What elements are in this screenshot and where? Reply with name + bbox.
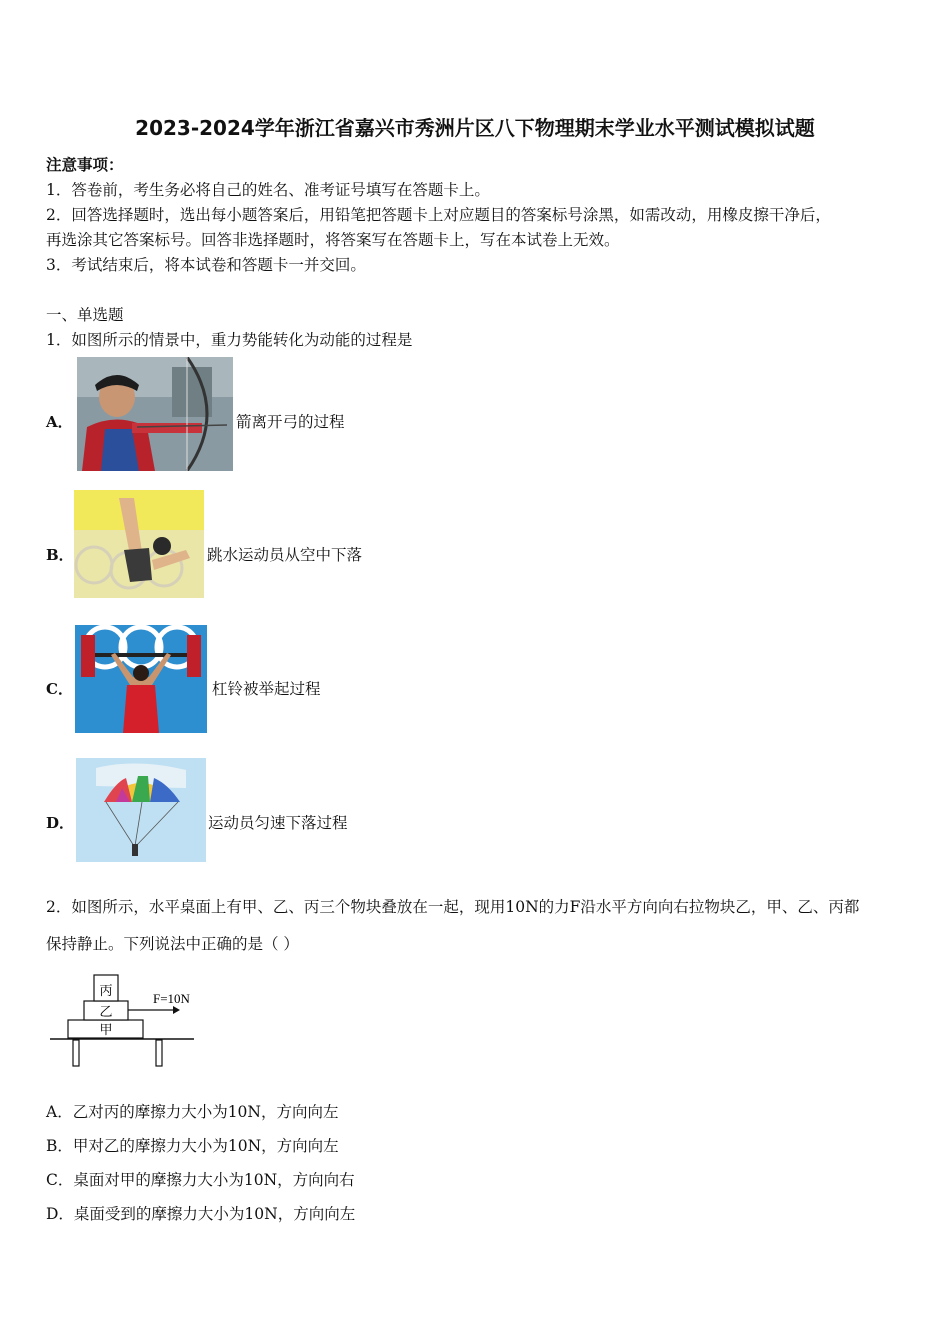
q1-option-a-text: 箭离开弓的过程 bbox=[236, 413, 345, 431]
q1-stem: 1．如图所示的情景中，重力势能转化为动能的过程是 bbox=[46, 331, 413, 349]
q2-stem-line1: 2．如图所示，水平桌面上有甲、乙、丙三个物块叠放在一起，现用10N的力F沿水平方向向右拉物块乙，甲、乙、丙都 bbox=[46, 898, 860, 916]
block-bing-label: 丙 bbox=[99, 984, 113, 999]
block-yi-label: 乙 bbox=[99, 1005, 113, 1020]
q2-option-b: B．甲对乙的摩擦力大小为10N，方向向左 bbox=[46, 1137, 339, 1155]
archer-image bbox=[77, 357, 233, 471]
q1-option-b-text: 跳水运动员从空中下落 bbox=[207, 546, 363, 564]
notice-heading: 注意事项： bbox=[46, 155, 124, 174]
table-leg-left bbox=[73, 1040, 79, 1066]
stacked-blocks-diagram bbox=[46, 968, 206, 1070]
q1-option-c-letter: C． bbox=[46, 680, 73, 698]
q1-option-a-letter: A． bbox=[46, 413, 73, 431]
weightlifter-image bbox=[75, 625, 207, 733]
notice-item-2-cont: 再选涂其它答案标号。回答非选择题时，将答案写在答题卡上，写在本试卷上无效。 bbox=[46, 231, 620, 249]
q2-stem-line2: 保持静止。下列说法中正确的是（ ） bbox=[46, 935, 299, 953]
q2-option-d: D．桌面受到的摩擦力大小为10N，方向向左 bbox=[46, 1205, 356, 1223]
notice-item-3: 3．考试结束后，将本试卷和答题卡一并交回。 bbox=[46, 256, 366, 274]
diver-image bbox=[74, 490, 204, 598]
q1-option-b-letter: B． bbox=[46, 546, 74, 564]
block-jia-label: 甲 bbox=[99, 1023, 113, 1038]
q1-option-d-letter: D． bbox=[46, 814, 75, 832]
notice-item-1: 1．答卷前，考生务必将自己的姓名、准考证号填写在答题卡上。 bbox=[46, 181, 490, 199]
q2-option-c: C．桌面对甲的摩擦力大小为10N，方向向右 bbox=[46, 1171, 355, 1189]
parachutist-image bbox=[76, 758, 206, 862]
force-label: F=10N bbox=[153, 991, 190, 1006]
q2-option-a: A．乙对丙的摩擦力大小为10N，方向向左 bbox=[46, 1103, 339, 1121]
notice-item-2: 2．回答选择题时，选出每小题答案后，用铅笔把答题卡上对应题目的答案标号涂黑，如需改动，用橡皮擦干净后， bbox=[46, 206, 831, 224]
section-heading: 一、单选题 bbox=[46, 306, 124, 324]
q1-option-c-text: 杠铃被举起过程 bbox=[212, 680, 321, 698]
page-title: 2023-2024学年浙江省嘉兴市秀洲片区八下物理期末学业水平测试模拟试题 bbox=[135, 116, 815, 140]
q1-option-d-text: 运动员匀速下落过程 bbox=[208, 814, 348, 832]
force-arrow-head bbox=[173, 1006, 180, 1014]
table-leg-right bbox=[156, 1040, 162, 1066]
